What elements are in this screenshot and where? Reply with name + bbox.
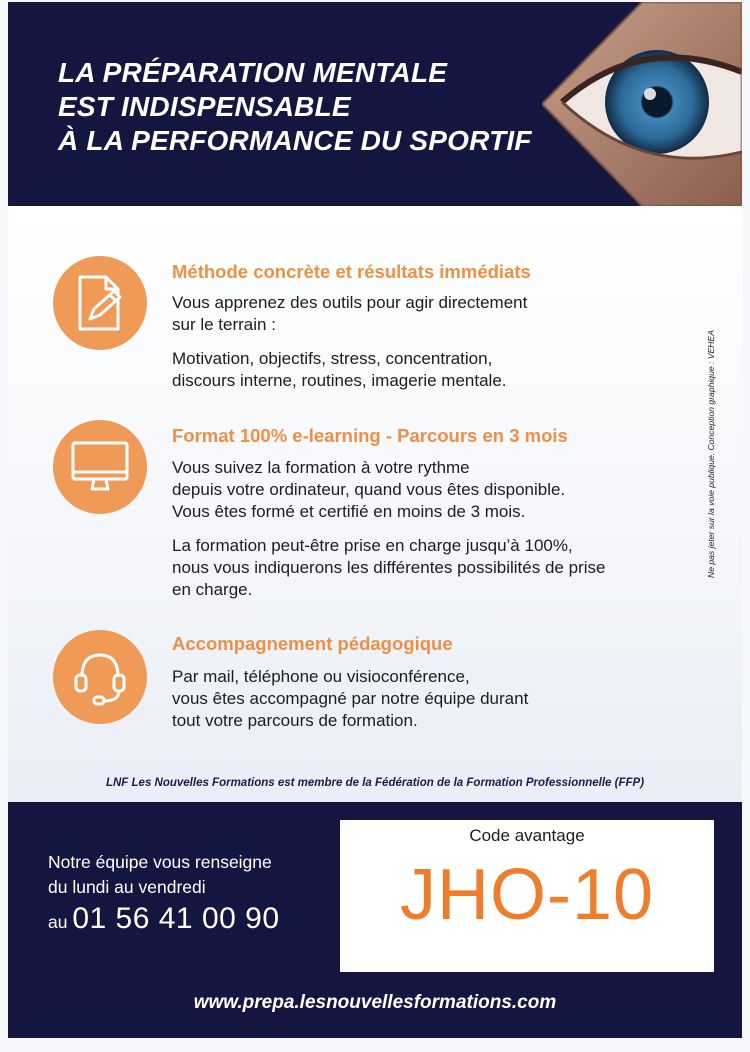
monitor-icon: [53, 420, 147, 514]
document-pen-icon: [53, 256, 147, 350]
text-line: Vous êtes formé et certifié en moins de 3 mois.: [172, 502, 526, 521]
text-line: nous vous indiquerons les différentes possibilités de prise: [172, 558, 606, 577]
headline-line: LA PRÉPARATION MENTALE: [58, 57, 448, 88]
feature-title: Méthode concrète et résultats immédiats: [172, 261, 531, 282]
side-note-text: Ne pas jeter sur la voie publique. Conception graphique : VEHEA: [706, 330, 716, 578]
text-line: vous êtes accompagné par notre équipe durant: [172, 689, 529, 708]
text-line: La formation peut-être prise en charge jusqu’à 100%,: [172, 536, 573, 555]
bottom-margin: [0, 1038, 750, 1052]
text-line: Par mail, téléphone ou visioconférence,: [172, 667, 470, 686]
phone-number[interactable]: 01 56 41 00 90: [72, 902, 280, 935]
footer: [8, 802, 742, 1038]
text-line: sur le terrain :: [172, 315, 276, 334]
promo-code-box: [340, 820, 714, 972]
feature-text: [172, 666, 528, 732]
eye-image: [542, 2, 742, 206]
headline: [58, 56, 532, 158]
feature-text: [172, 292, 527, 392]
headline-line: EST INDISPENSABLE: [58, 91, 351, 122]
text-line: Motivation, objectifs, stress, concentration,: [172, 349, 493, 368]
text-line: discours interne, routines, imagerie mentale.: [172, 371, 507, 390]
code-label: Code avantage: [469, 826, 585, 845]
promo-code: JHO-10: [399, 855, 655, 935]
website-link[interactable]: www.prepa.lesnouvellesformations.com: [193, 992, 557, 1013]
contact-line: Notre équipe vous renseigne: [48, 852, 272, 872]
text-line: Vous suivez la formation à votre rythme: [172, 458, 470, 477]
headset-icon: [53, 630, 147, 724]
feature-title: Accompagnement pédagogique: [172, 633, 453, 654]
side-note: [706, 290, 720, 580]
feature-title: Format 100% e-learning - Parcours en 3 mois: [172, 425, 568, 446]
headline-line: À LA PERFORMANCE DU SPORTIF: [58, 125, 532, 156]
text-line: en charge.: [172, 580, 253, 599]
text-line: tout votre parcours de formation.: [172, 711, 418, 730]
phone-prefix: au: [48, 912, 68, 932]
header-banner: [8, 2, 742, 206]
phone-line: [48, 902, 280, 936]
ffp-membership-note: LNF Les Nouvelles Formations est membre de la Fédération de la Formation Professionnelle (FFP): [105, 777, 645, 789]
text-line: depuis votre ordinateur, quand vous êtes disponible.: [172, 480, 566, 499]
feature-text: [172, 457, 605, 601]
text-line: Vous apprenez des outils pour agir directement: [172, 293, 528, 312]
content-section: [8, 206, 742, 802]
contact-line: du lundi au vendredi: [48, 877, 206, 897]
